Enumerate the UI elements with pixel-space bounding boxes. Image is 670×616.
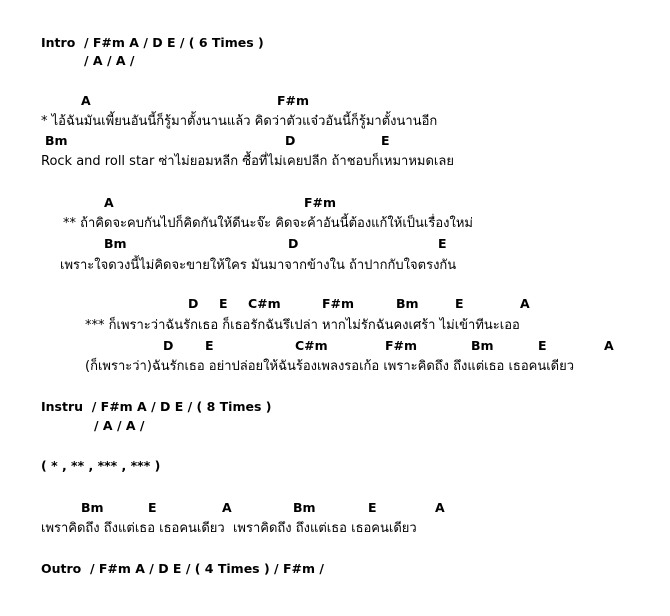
chord: A <box>604 338 614 353</box>
lyric-line: * ไอ้ฉันมันเพี้ยนอันนี้ก็รู้มาตั้งนานแล้ว คิดว่าตัวแจ๋วอันนี้ก็รู้มาตั้งนานอีก <box>41 114 438 129</box>
chord: D <box>188 296 199 311</box>
chord: E <box>219 296 228 311</box>
chord: A <box>435 500 445 515</box>
intro-line-2: / A / A / <box>84 53 135 68</box>
chord: E <box>538 338 547 353</box>
chord: F#m <box>322 296 355 311</box>
intro-line: Intro / F#m A / D E / ( 6 Times ) <box>41 35 264 50</box>
chord: F#m <box>385 338 418 353</box>
lyric-line: เพราคิดถึง ถึงแต่เธอ เธอคนเดียว เพราคิดถึง ถึงแต่เธอ เธอคนเดียว <box>41 521 417 536</box>
chord: E <box>368 500 377 515</box>
chord: D <box>285 133 296 148</box>
lyric-line: ** ถ้าคิดจะคบกันไปก็คิดกันให้ดีนะจ๊ะ คิดจะค้าอันนี้ต้องแก้ให้เป็นเรื่องใหม่ <box>63 216 473 231</box>
chord: E <box>205 338 214 353</box>
chord: C#m <box>295 338 328 353</box>
lyric-line: เพราะใจดวงนี้ไม่คิดจะขายให้ใคร มันมาจากข้างใน ถ้าปากกับใจตรงกัน <box>60 258 457 273</box>
chord: E <box>438 236 447 251</box>
lyric-line: Rock and roll star ซ่าไม่ยอมหลีก ซื้อที่ไม่เคยปลีก ถ้าชอบก็เหมาหมดเลย <box>41 154 454 169</box>
chord: D <box>288 236 299 251</box>
outro-line: Outro / F#m A / D E / ( 4 Times ) / F#m / <box>41 561 324 576</box>
chord: Bm <box>104 236 127 251</box>
lyric-line: (ก็เพราะว่า)ฉันรักเธอ อย่าปล่อยให้ฉันร้องเพลงรอเก้อ เพราะคิดถึง ถึงแต่เธอ เธอคนเดียว <box>85 359 575 374</box>
chord: Bm <box>45 133 68 148</box>
chord: A <box>104 195 114 210</box>
chord: C#m <box>248 296 281 311</box>
chord: Bm <box>396 296 419 311</box>
chord: Bm <box>471 338 494 353</box>
chord: F#m <box>304 195 337 210</box>
lyric-line: *** ก็เพราะว่าฉันรักเธอ ก็เธอรักฉันรึเปล่า หากไม่รักฉันคงเศร้า ไม่เข้าทีนะเออ <box>85 318 520 333</box>
chord: E <box>455 296 464 311</box>
chord: A <box>520 296 530 311</box>
chord: E <box>148 500 157 515</box>
chord: F#m <box>277 93 310 108</box>
chord: Bm <box>81 500 104 515</box>
chord: Bm <box>293 500 316 515</box>
chord: D <box>163 338 174 353</box>
instru-line: Instru / F#m A / D E / ( 8 Times ) <box>41 399 272 414</box>
chord: A <box>222 500 232 515</box>
repeat-line: ( * , ** , *** , *** ) <box>41 458 161 473</box>
instru-line-2: / A / A / <box>94 418 145 433</box>
chord: E <box>381 133 390 148</box>
chord: A <box>81 93 91 108</box>
